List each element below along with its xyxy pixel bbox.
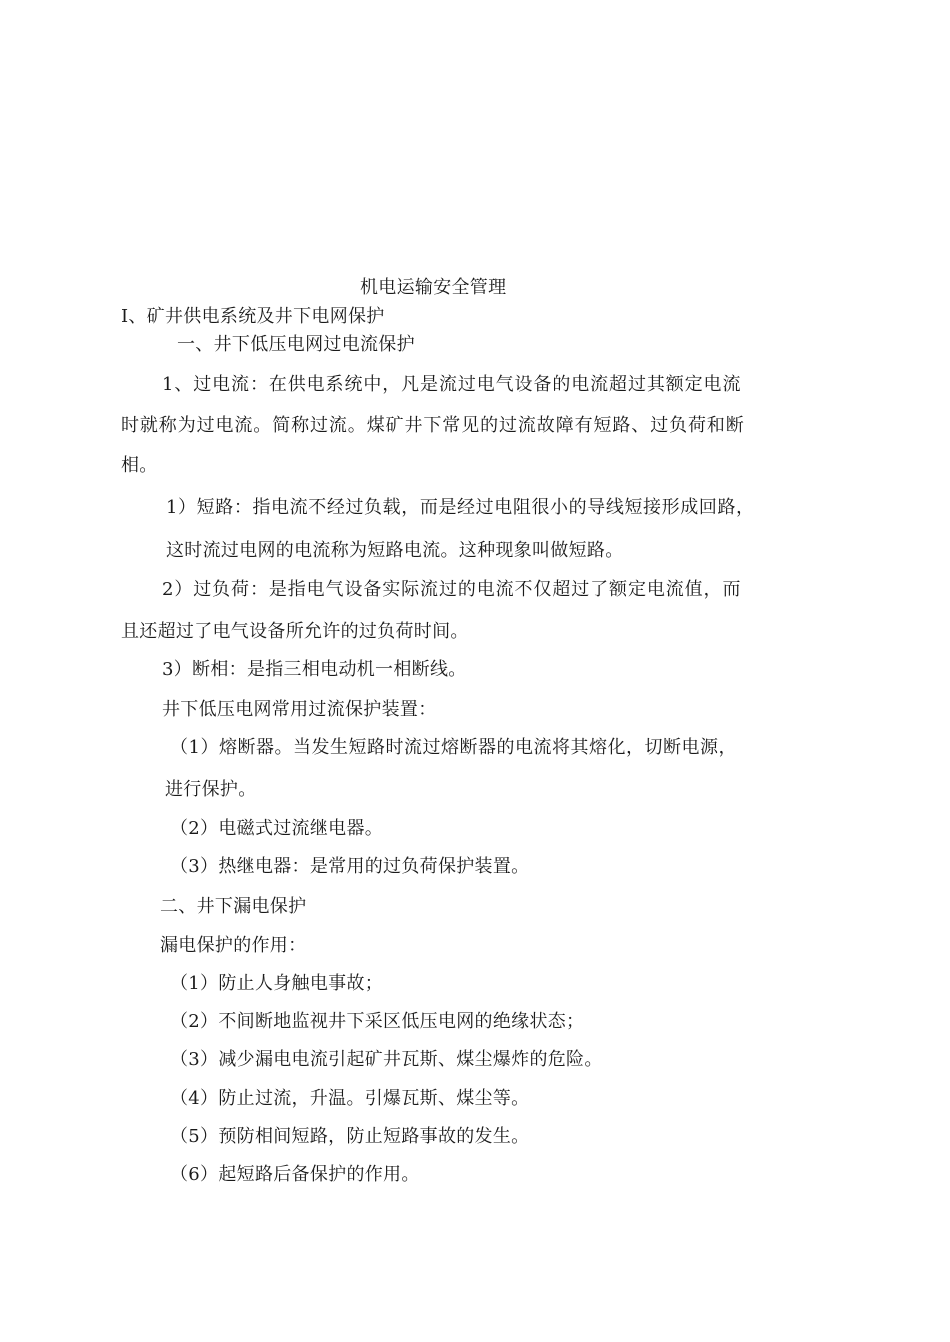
paragraph-heading: 井下低压电网常用过流保护装置： <box>162 699 437 720</box>
paragraph-line: 相。 <box>121 455 158 476</box>
document-title: 机电运输安全管理 <box>360 277 507 298</box>
list-item: （2）不间断地监视井下采区低压电网的绝缘状态； <box>170 1011 585 1032</box>
paragraph-line: 3）断相：是指三相电动机一相断线。 <box>162 659 467 680</box>
paragraph-line: 且还超过了电气设备所允许的过负荷时间。 <box>121 621 469 642</box>
paragraph-line: 这时流过电网的电流称为短路电流。这种现象叫做短路。 <box>166 540 624 561</box>
list-item: （1）熔断器。当发生短路时流过熔断器的电流将其熔化，切断电源， <box>170 737 737 758</box>
list-item: （6）起短路后备保护的作用。 <box>170 1164 420 1185</box>
paragraph-line: 1、过电流：在供电系统中，凡是流过电气设备的电流超过其额定电流 <box>162 374 742 395</box>
paragraph-line: 1）短路：指电流不经过负载，而是经过电阻很小的导线短接形成回路， <box>166 497 755 518</box>
section-heading: Ⅰ、矿井供电系统及井下电网保护 <box>121 306 385 327</box>
list-item: （3）热继电器：是常用的过负荷保护装置。 <box>170 856 530 877</box>
list-item: （5）预防相间短路，防止短路事故的发生。 <box>170 1126 530 1147</box>
paragraph-line: 时就称为过电流。简称过流。煤矿井下常见的过流故障有短路、过负荷和断 <box>121 415 745 436</box>
list-item: （1）防止人身触电事故； <box>170 973 384 994</box>
list-item-continuation: 进行保护。 <box>165 779 257 800</box>
list-item: （4）防止过流，升温。引爆瓦斯、煤尘等。 <box>170 1088 530 1109</box>
list-item: （2）电磁式过流继电器。 <box>170 818 384 839</box>
subsection-heading: 一、井下低压电网过电流保护 <box>177 334 415 355</box>
paragraph-heading: 漏电保护的作用： <box>160 935 307 956</box>
list-item: （3）减少漏电电流引起矿井瓦斯、煤尘爆炸的危险。 <box>170 1049 603 1070</box>
subsection-heading: 二、井下漏电保护 <box>160 896 307 917</box>
paragraph-line: 2）过负荷：是指电气设备实际流过的电流不仅超过了额定电流值，而 <box>162 579 742 600</box>
